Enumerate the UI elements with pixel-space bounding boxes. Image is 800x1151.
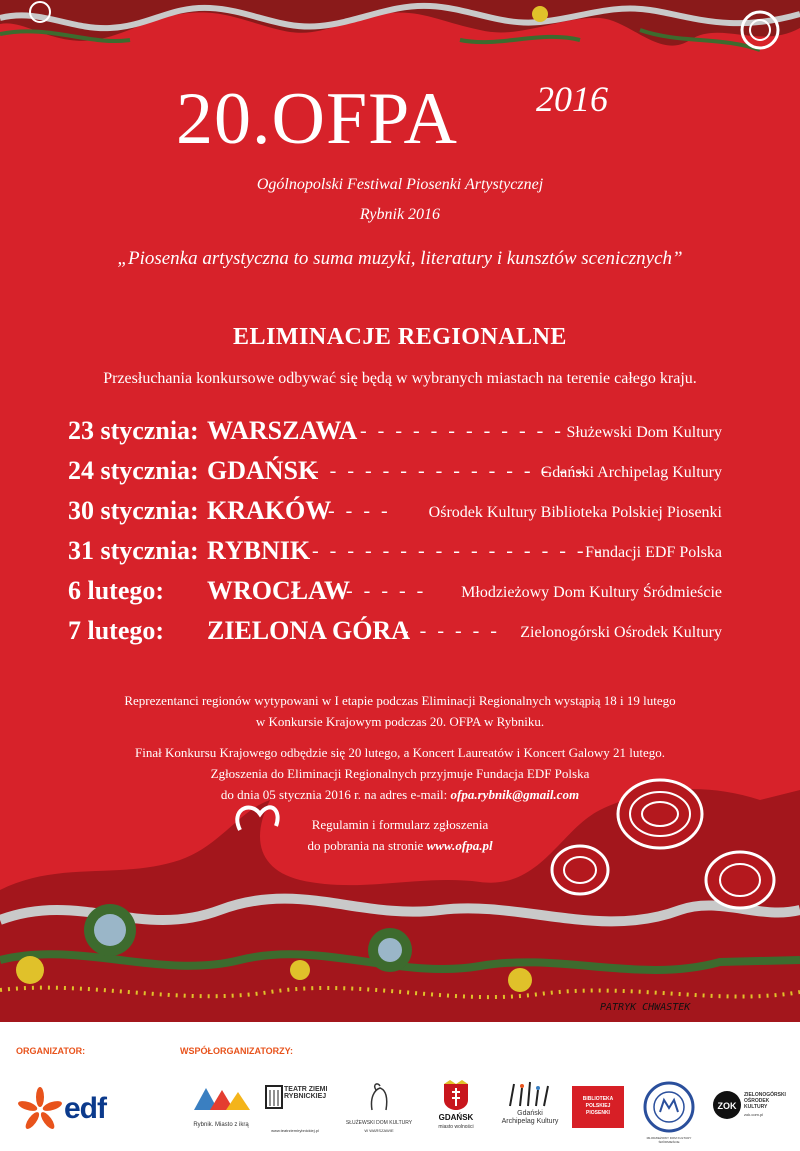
schedule-city: WARSZAWA	[207, 416, 358, 445]
schedule-dashes: - - - - - - - - - - - - - - - -	[312, 460, 587, 482]
festival-full-name: Ogólnopolski Festiwal Piosenki Artystycznej	[256, 176, 544, 193]
title-year: 2016	[536, 79, 608, 119]
section-description: Przesłuchania konkursowe odbywać się będą w wybranych miastach na terenie całego kraju.	[103, 370, 697, 387]
website-link[interactable]: www.ofpa.pl	[426, 838, 493, 853]
biblioteka-logo	[572, 1080, 624, 1142]
logo-caption: Gdański Archipelag Kultury	[501, 1110, 559, 1125]
mdk-logo	[642, 1080, 696, 1142]
schedule-venue: Ośrodek Kultury Biblioteka Polskiej Piosenki	[428, 504, 722, 521]
logo-caption: SŁUŻEWSKI DOM KULTURY	[345, 1120, 413, 1126]
info-text: do dnia 05 stycznia 2016 r. na adres e-mail:	[220, 787, 451, 802]
schedule-city: ZIELONA GÓRA	[207, 616, 410, 645]
schedule-city: GDAŃSK	[207, 456, 319, 485]
motto: „Piosenka artystyczna to suma muzyki, literatury i kunsztów scenicznych”	[117, 248, 683, 269]
logo-subcaption: W WARSZAWIE	[364, 1128, 394, 1133]
artist-signature: PATRYK CHWASTEK	[600, 1002, 691, 1013]
schedule-list	[0, 412, 800, 652]
sponsors-footer	[0, 1022, 800, 1151]
goat-icon	[344, 1080, 414, 1116]
sluzewski-logo	[344, 1080, 414, 1142]
logo-subcaption: www.teatrziemirybnickiej.pl	[271, 1128, 319, 1133]
schedule-row	[0, 532, 800, 572]
teatr-logo	[262, 1080, 328, 1142]
edf-logo-text: edf	[64, 1092, 106, 1125]
schedule-date: 30 stycznia:	[68, 496, 199, 525]
zok-circle-icon	[712, 1090, 742, 1120]
gdansk-logo	[426, 1080, 486, 1142]
info-line: Reprezentanci regionów wytypowani w I etapie podczas Eliminacji Regionalnych wystąpią 18 i 19 lutego	[124, 693, 676, 708]
festival-title	[0, 74, 800, 164]
logo-caption: Rybnik. Miasto z ikrą	[193, 1122, 249, 1128]
schedule-date: 24 stycznia:	[68, 456, 199, 485]
logo-caption: BIBLIOTEKA POLSKIEJ PIOSENKI	[582, 1096, 614, 1116]
schedule-venue: Młodzieżowy Dom Kultury Śródmieście	[461, 584, 722, 601]
schedule-venue: Fundacji EDF Polska	[585, 544, 722, 561]
title-main: 20.OFPA	[176, 78, 458, 160]
schedule-row	[0, 412, 800, 452]
organizer-label: ORGANIZATOR:	[16, 1046, 86, 1056]
info-line: Finał Konkursu Krajowego odbędzie się 20 lutego, a Koncert Laureatów i Koncert Galowy 21 lutego.	[135, 745, 665, 760]
schedule-dashes: - - - -	[328, 500, 391, 522]
schedule-date: 31 stycznia:	[68, 536, 199, 565]
logo-subcaption: miasto wolności	[438, 1124, 474, 1130]
schedule-row	[0, 572, 800, 612]
schedule-city: RYBNIK	[207, 536, 311, 565]
logo-caption: GDAŃSK	[438, 1113, 474, 1122]
logo-caption: MŁODZIEŻOWY DOM KULTURY ŚRÓDMIEŚCIE	[646, 1136, 692, 1144]
schedule-date: 23 stycznia:	[68, 416, 199, 445]
logo-caption: TEATR ZIEMI RYBNICKIEJ	[284, 1086, 328, 1100]
mdk-seal-icon	[642, 1080, 696, 1134]
svg-text:ZOK: ZOK	[717, 1101, 737, 1111]
schedule-row	[0, 492, 800, 532]
schedule-row	[0, 452, 800, 492]
gak-figures-icon	[500, 1080, 560, 1108]
schedule-date: 6 lutego:	[68, 576, 165, 605]
info-line: Zgłoszenia do Eliminacji Regionalnych przyjmuje Fundacja EDF Polska	[210, 766, 590, 781]
info-line: w Konkursie Krajowym podczas 20. OFPA w Rybniku.	[255, 714, 545, 729]
logo-subcaption: zok.com.pl	[744, 1112, 764, 1117]
schedule-date: 7 lutego:	[68, 616, 165, 645]
schedule-dashes: - - - - -	[346, 580, 427, 602]
schedule-dashes: - - - - - -	[402, 620, 500, 642]
info-text: do pobrania na stronie	[307, 838, 427, 853]
schedule-venue: Służewski Dom Kultury	[566, 424, 722, 441]
schedule-city: WROCŁAW	[207, 576, 351, 605]
schedule-city: KRAKÓW	[207, 496, 332, 525]
zok-logo	[712, 1080, 792, 1142]
coorganizers-label: WSPÓŁORGANIZATORZY:	[180, 1046, 293, 1056]
rybnik-mark-icon	[188, 1080, 254, 1118]
bottom-artwork	[0, 770, 800, 1022]
gdansk-crest-icon	[426, 1080, 486, 1112]
schedule-dashes: - - - - - - - - - - - -	[360, 420, 564, 442]
rybnik-logo	[188, 1080, 254, 1142]
schedule-venue: Zielonogórski Ośrodek Kultury	[520, 624, 722, 641]
logo-caption: ZIELONOGÓRSKI OŚRODEK KULTURY	[744, 1092, 786, 1110]
schedule-dashes: - - - - - - - - - - - - - - - - -	[312, 540, 605, 562]
schedule-venue: Gdański Archipelag Kultury	[540, 464, 722, 481]
schedule-row	[0, 612, 800, 652]
email-link[interactable]: ofpa.rybnik@gmail.com	[450, 787, 580, 802]
festival-location: Rybnik 2016	[359, 206, 441, 223]
top-ornament	[0, 0, 800, 70]
info-line: Regulamin i formularz zgłoszenia	[311, 817, 489, 832]
gak-logo	[500, 1080, 560, 1142]
section-title: ELIMINACJE REGIONALNE	[233, 324, 567, 350]
info-paragraph-regional	[0, 690, 800, 732]
